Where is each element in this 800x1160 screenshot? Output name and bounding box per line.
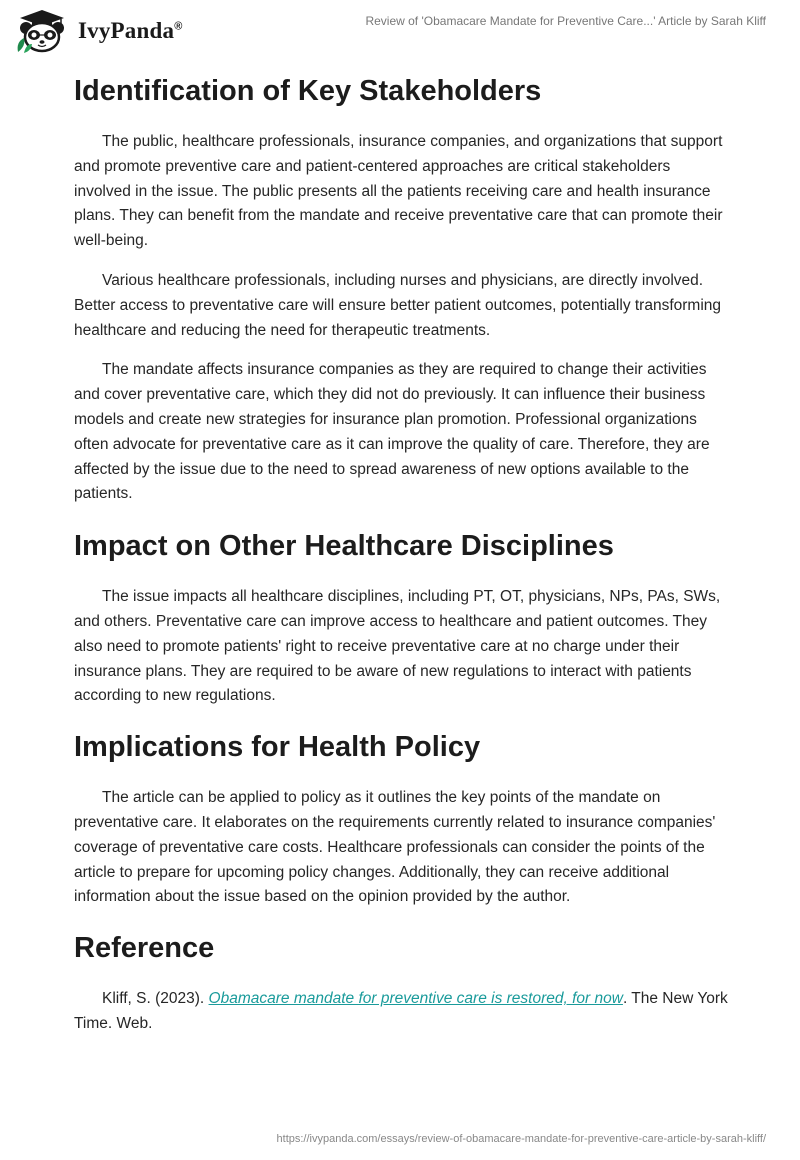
paragraph: Various healthcare professionals, including nurses and physicians, are directly involved. Better access to preventative care will ensure better patient outcomes, potentially transforming healthcare and reducing the need for therapeutic treatments. [74,271,722,339]
section-heading: Implications for Health Policy [74,731,481,764]
section-reference [74,925,730,1037]
section-heading: Reference [74,932,215,965]
section-health-policy [74,724,730,910]
reference-link[interactable]: Obamacare mandate for preventive care is restored, for now [208,990,623,1008]
paragraph: The issue impacts all healthcare disciplines, including PT, OT, physicians, NPs, PAs, SWs, and others. Preventative care can improve access to healthcare and patient outcomes. They also need to promote patients' right to receive preventative care at no charge under their insurance plans. They are required to be aware of new regulations to interact with patients according to new regulations. [74,588,721,705]
section-key-stakeholders [74,68,730,507]
panda-graduate-icon [12,8,72,54]
paragraph: The public, healthcare professionals, insurance companies, and organizations that support and promote preventive care and patient-centered approaches are critical stakeholders involved in the issue. The public presents all the patients receiving care and health insurance plans. They can benefit from the mandate and receive preventative care that can promote their well-being. [74,133,723,250]
page-header [0,0,800,60]
source-url[interactable]: https://ivypanda.com/essays/review-of-obamacare-mandate-for-preventive-care-article-by-sarah-kliff/ [276,1133,766,1145]
brand-name: IvyPanda® [78,18,183,43]
document-title: Review of 'Obamacare Mandate for Preventive Care...' Article by Sarah Kliff [365,14,766,28]
ivypanda-logo[interactable] [12,8,183,54]
paragraph: The mandate affects insurance companies as they are required to change their activities and cover preventative care, which they did not do previously. It can influence their business models and create new strategies for insurance plan promotion. Professional organizations often advocate for preventative care as it can improve the quality of care. Therefore, they are affected by the issue due to the need to spread awareness of new options available to the patients. [74,361,710,503]
section-impact-disciplines [74,523,730,709]
section-heading: Identification of Key Stakeholders [74,75,542,107]
section-heading: Impact on Other Healthcare Disciplines [74,530,614,563]
reference-entry: Kliff, S. (2023). Obamacare mandate for preventive care is restored, for now. The New York Time. Web. [74,990,728,1032]
article-body [74,68,730,1052]
paragraph: The article can be applied to policy as it outlines the key points of the mandate on preventative care. It elaborates on the requirements currently related to insurance companies' coverage of preventative care costs. Healthcare professionals can consider the points of the article to prepare for upcoming policy changes. Additionally, they can receive additional information about the issue based on the opinion provided by the author. [74,789,716,906]
